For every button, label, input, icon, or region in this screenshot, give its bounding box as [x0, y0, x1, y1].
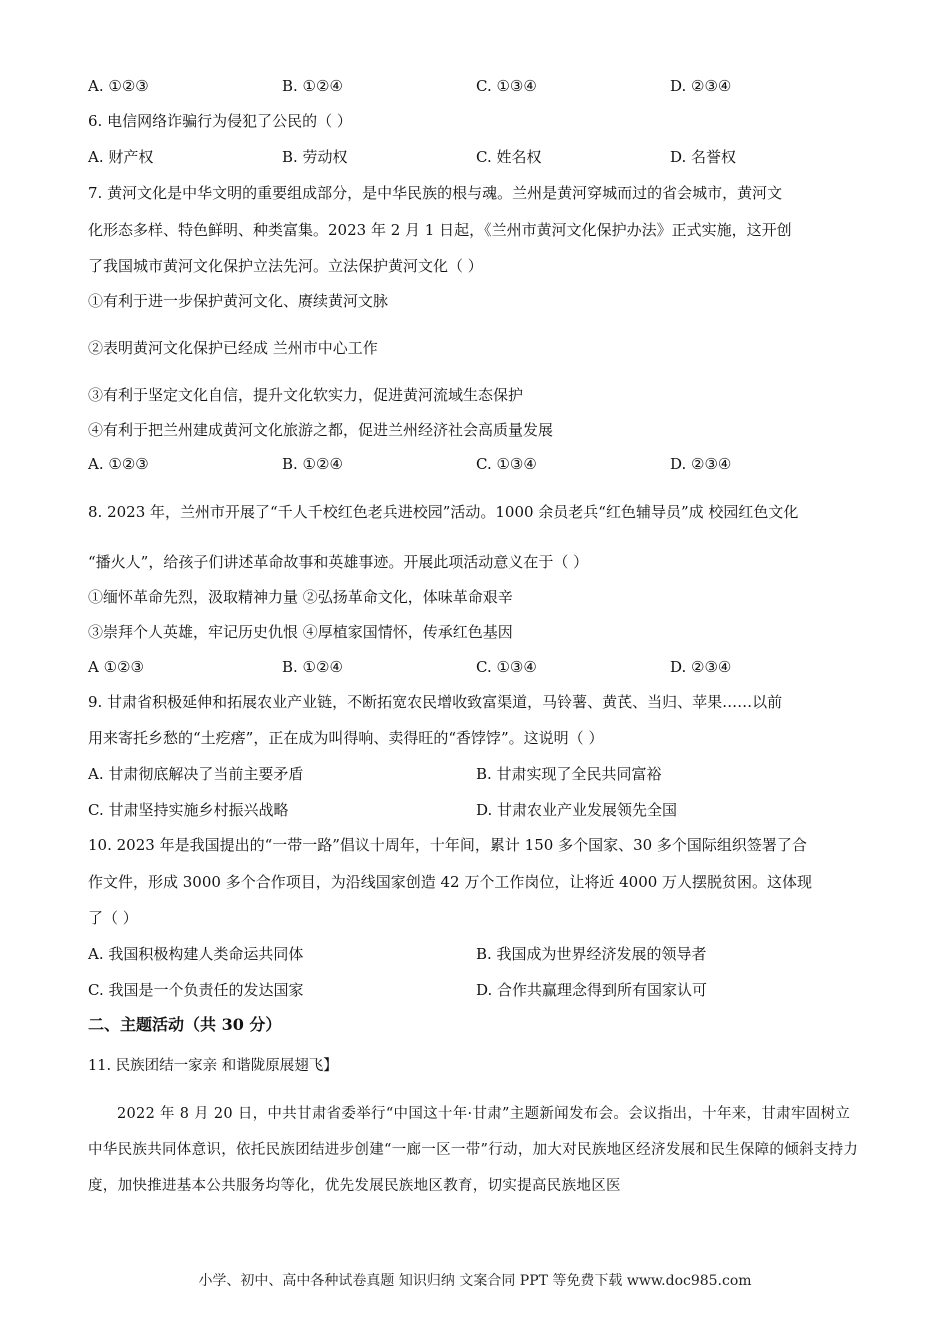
q7-statement-2: ②表明黄河文化保护已经成 兰州市中心工作	[88, 339, 378, 357]
q10-stem-line2: 作文件，形成 3000 多个合作项目，为沿线国家创造 42 万个工作岗位，让将近 4000 万人摆脱贫困。这体现	[88, 873, 813, 891]
q8-option-b: B. ①②④	[282, 658, 343, 676]
q7-stem-line3: 了我国城市黄河文化保护立法先河。立法保护黄河文化（ ）	[88, 257, 483, 275]
q10-option-b: B. 我国成为世界经济发展的领导者	[476, 945, 707, 963]
q11-title: 11. 民族团结一家亲 和谐陇原展翅飞】	[88, 1058, 338, 1074]
q8-stem-line2: “播火人”，给孩子们讲述革命故事和英雄事迹。开展此项活动意义在于（ ）	[88, 553, 589, 571]
q7-option-c: C. ①③④	[476, 455, 537, 473]
q11-passage: 2022 年 8 月 20 日，中共甘肃省委举行“中国这十年·甘肃”主题新闻发布会。会议指出，十年来，甘肃牢固树立中华民族共同体意识，依托民族团结进步创建“一廊一区一带”行动，加大对民族地区经济发展和民生保障的倾斜支持力度，加快推进基本公共服务均等化，优先发展民族地区教育，切实提高民族地区医	[88, 1106, 859, 1194]
q5-option-d: D. ②③④	[670, 77, 732, 95]
q6-option-c: C. 姓名权	[476, 148, 542, 166]
q7-stem-line2: 化形态多样、特色鲜明、种类富集。2023 年 2 月 1 日起，《兰州市黄河文化保护办法》正式实施，这开创	[88, 221, 792, 239]
q9-option-b: B. 甘肃实现了全民共同富裕	[476, 765, 662, 783]
q9-stem-line2: 用来寄托乡愁的“土疙瘩”，正在成为叫得响、卖得旺的“香饽饽”。这说明（ ）	[88, 729, 604, 747]
section-heading: 二、主题活动（共 30 分）	[88, 1015, 282, 1034]
q8-option-d: D. ②③④	[670, 658, 732, 676]
q9-option-a: A. 甘肃彻底解决了当前主要矛盾	[88, 765, 304, 783]
q8-statements-1-2: ①缅怀革命先烈，汲取精神力量 ②弘扬革命文化，体味革命艰辛	[88, 588, 513, 606]
q10-option-a: A. 我国积极构建人类命运共同体	[88, 945, 304, 963]
q5-option-b: B. ①②④	[282, 77, 343, 95]
q7-statement-1: ①有利于进一步保护黄河文化、赓续黄河文脉	[88, 292, 389, 310]
q9-option-d: D. 甘肃农业产业发展领先全国	[476, 801, 678, 819]
q7-option-a: A. ①②③	[88, 455, 149, 473]
q7-statement-4: ④有利于把兰州建成黄河文化旅游之都，促进兰州经济社会高质量发展	[88, 421, 554, 439]
q7-option-d: D. ②③④	[670, 455, 732, 473]
q10-option-c: C. 我国是一个负责任的发达国家	[88, 981, 304, 999]
q6-option-b: B. 劳动权	[282, 148, 348, 166]
q6-option-d: D. 名誉权	[670, 148, 737, 166]
q9-option-c: C. 甘肃坚持实施乡村振兴战略	[88, 801, 289, 819]
q10-stem-line3: 了（ ）	[88, 909, 138, 927]
q7-statement-3: ③有利于坚定文化自信，提升文化软实力，促进黄河流域生态保护	[88, 386, 524, 404]
q9-stem-line1: 9. 甘肃省积极延伸和拓展农业产业链，不断拓宽农民增收致富渠道，马铃薯、黄芪、当归、苹果……以前	[88, 693, 783, 711]
q6-stem: 6. 电信网络诈骗行为侵犯了公民的（ ）	[88, 112, 352, 130]
q8-option-c: C. ①③④	[476, 658, 537, 676]
q8-stem-line1: 8. 2023 年，兰州市开展了“千人千校红色老兵进校园”活动。1000 余员老兵“红色辅导员”成 校园红色文化	[88, 503, 799, 521]
page-footer: 小学、初中、高中各种试卷真题 知识归纳 文案合同 PPT 等免费下载 www.doc985.com	[198, 1273, 752, 1289]
q7-option-b: B. ①②④	[282, 455, 343, 473]
q8-statements-3-4: ③崇拜个人英雄，牢记历史仇恨 ④厚植家国情怀，传承红色基因	[88, 623, 513, 641]
q8-option-a: A ①②③	[88, 658, 144, 676]
q7-stem-line1: 7. 黄河文化是中华文明的重要组成部分，是中华民族的根与魂。兰州是黄河穿城而过的省会城市，黄河文	[88, 184, 783, 202]
q10-option-d: D. 合作共赢理念得到所有国家认可	[476, 981, 708, 999]
q5-option-a: A. ①②③	[88, 77, 149, 95]
q10-stem-line1: 10. 2023 年是我国提出的“一带一路”倡议十周年，十年间，累计 150 多个国家、30 多个国际组织签署了合	[88, 836, 807, 854]
q6-option-a: A. 财产权	[88, 148, 154, 166]
q5-option-c: C. ①③④	[476, 77, 537, 95]
